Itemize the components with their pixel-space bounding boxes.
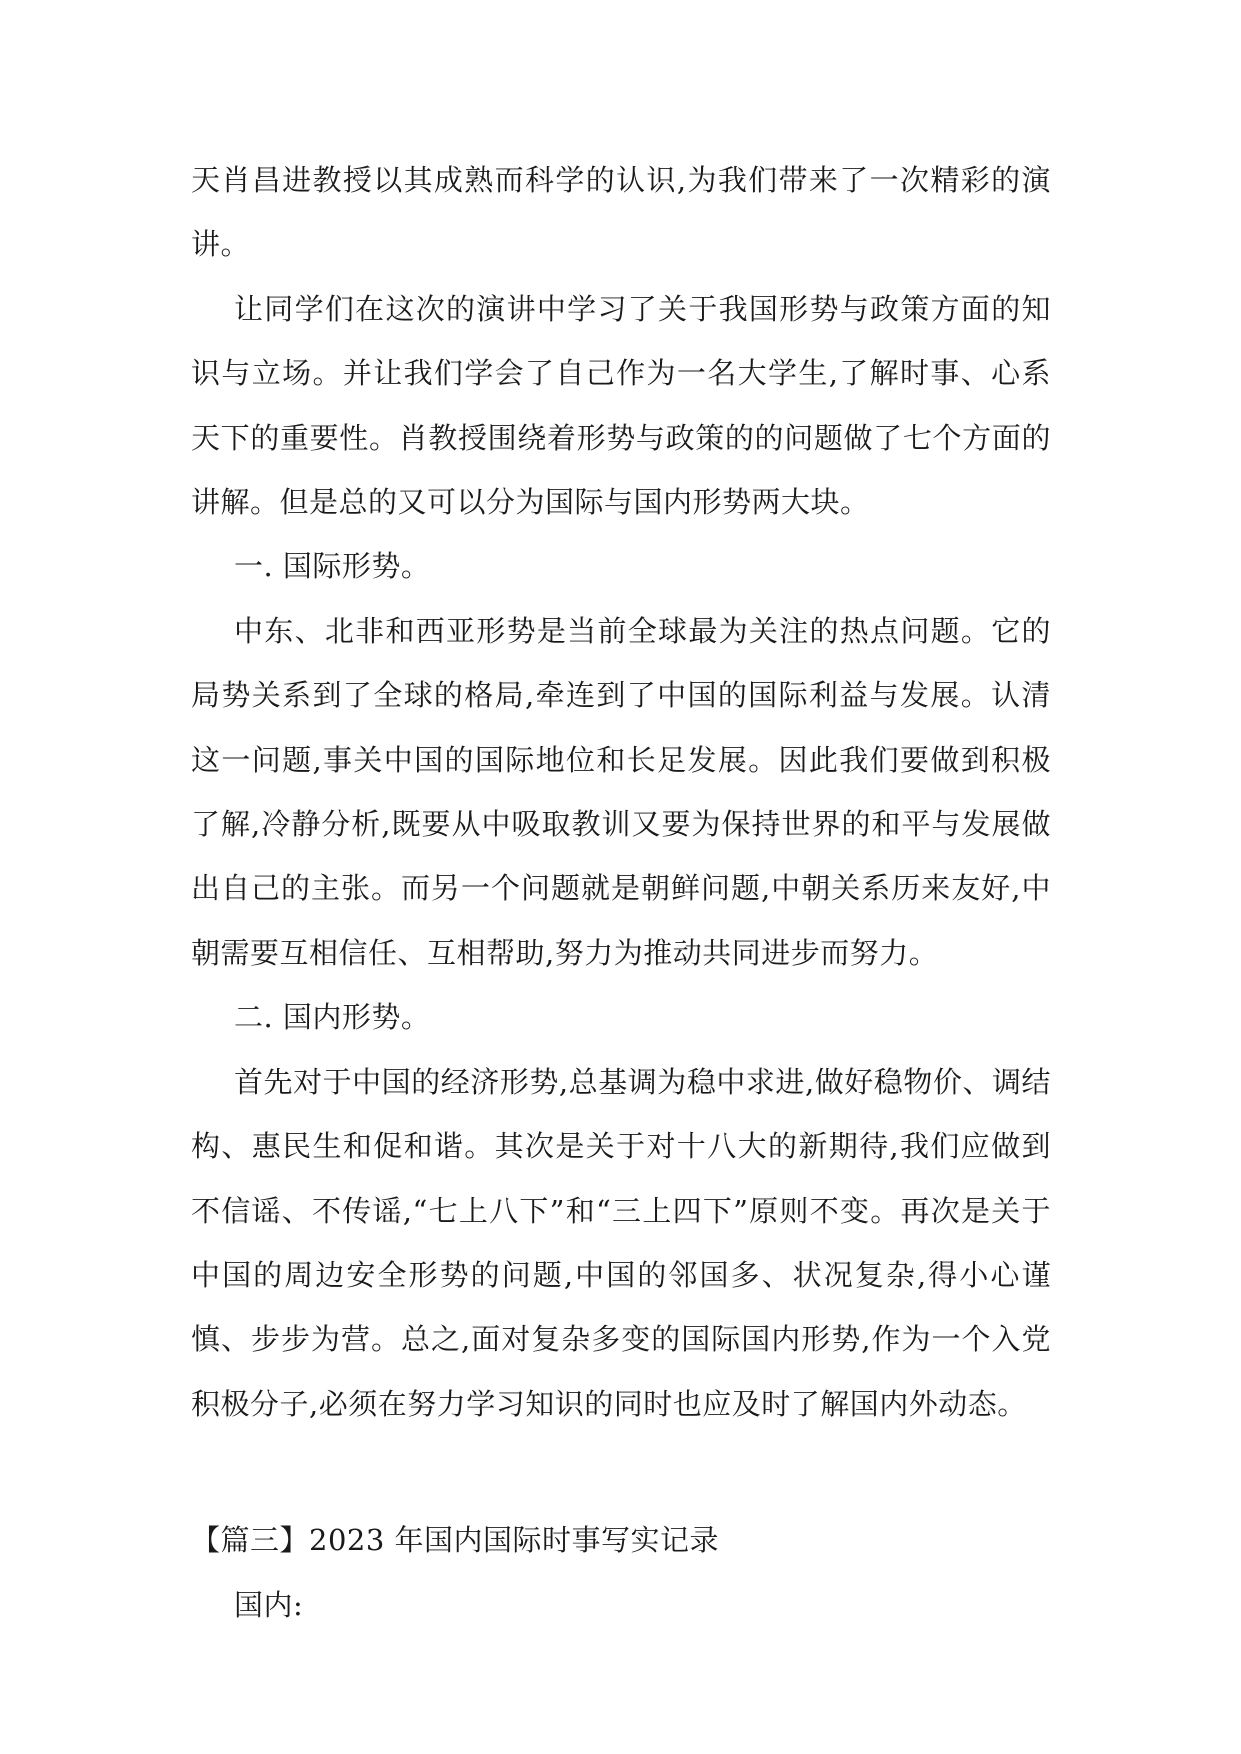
section-three-heading: 【篇三】2023 年国内国际时事写实记录 (191, 1523, 720, 1558)
paragraph-domestic: 首先对于中国的经济形势,总基调为稳中求进,做好稳物价、调结构、惠民生和促和谐。其次是关于对十八大的新期待,我们应做到不信谣、不传谣,“七上八下”和“三上四下”原则不变。再次是关于中国的周边安全形势的问题,中国的邻国多、状况复杂,得小心谨慎、步步为营。总之,面对复杂多变的国际国内形势,作为一个入党积极分子,必须在努力学习知识的同时也应及时了解国内外动态。 (191, 1064, 1051, 1421)
paragraph-intro: 让同学们在这次的演讲中学习了关于我国形势与政策方面的知识与立场。并让我们学会了自己作为一名大学生,了解时事、心系天下的重要性。肖教授围绕着形势与政策的的问题做了七个方面的讲解。但是总的又可以分为国际与国内形势两大块。 (191, 291, 1051, 520)
document-body (191, 148, 1051, 1637)
section-three-first-line: 国内: (234, 1587, 304, 1622)
paragraph-continuation: 天肖昌进教授以其成熟而科学的认识,为我们带来了一次精彩的演讲。 (191, 163, 1051, 262)
section-heading-domestic: 二. 国内形势。 (234, 1000, 431, 1035)
section-heading-international: 一. 国际形势。 (234, 549, 431, 584)
paragraph-international: 中东、北非和西亚形势是当前全球最为关注的热点问题。它的局势关系到了全球的格局,牵连到了中国的国际利益与发展。认清这一问题,事关中国的国际地位和长足发展。因此我们要做到积极了解,冷静分析,既要从中吸取教训又要为保持世界的和平与发展做出自己的主张。而另一个问题就是朝鲜问题,中朝关系历来友好,中朝需要互相信任、互相帮助,努力为推动共同进步而努力。 (191, 613, 1051, 970)
section-spacer (191, 1436, 1051, 1508)
